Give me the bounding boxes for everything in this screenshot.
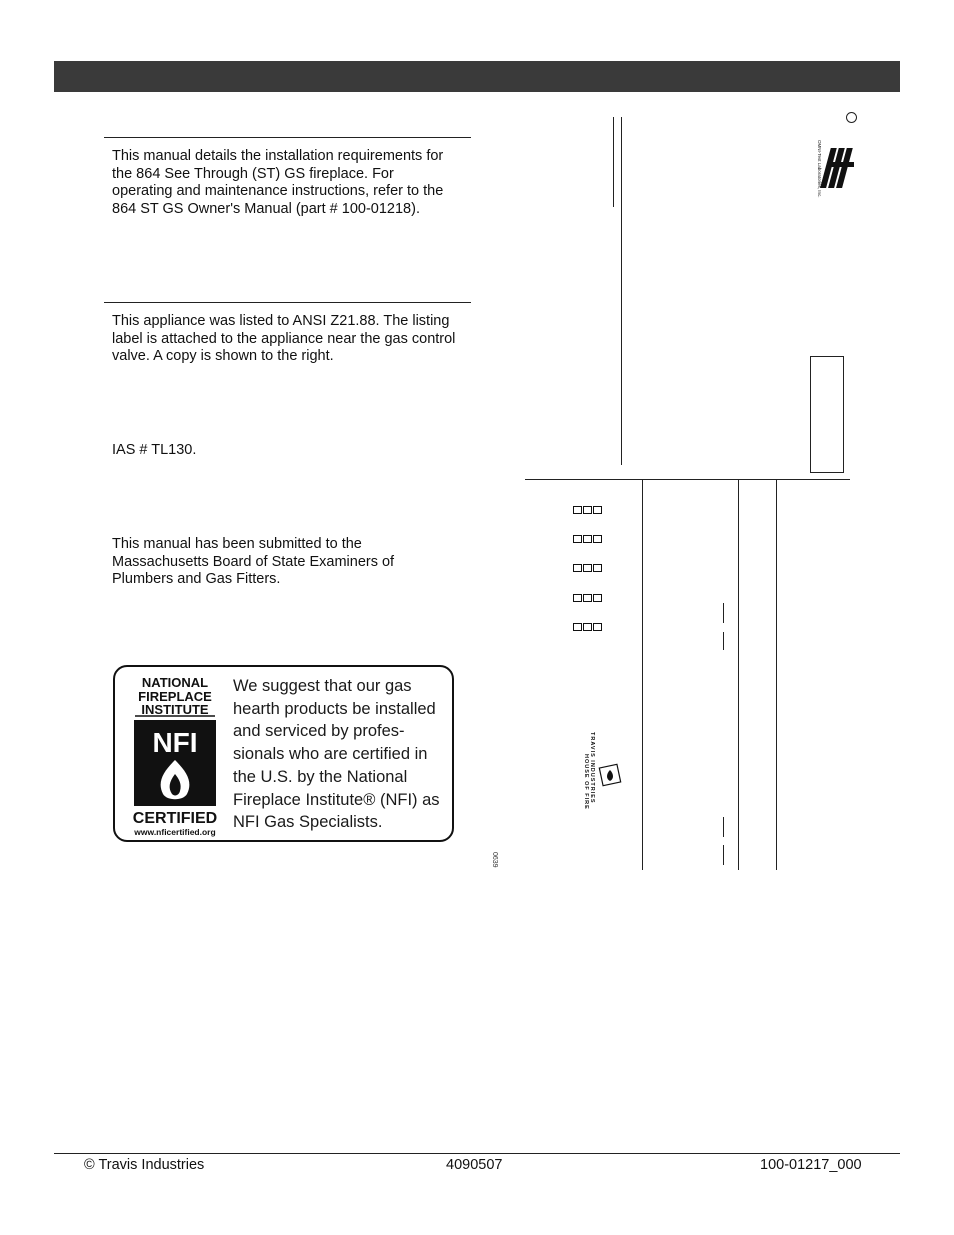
label-rule [723,603,724,623]
nfi-certified-logo [133,674,217,838]
label-code [491,850,501,872]
checkbox-icon [583,506,592,514]
checkbox-icon [583,535,592,543]
ias-paragraph [112,442,457,460]
footer-rule [54,1153,900,1154]
house-of-fire-icon [599,764,620,785]
nfi-logo-line: CERTIFIED [133,810,217,827]
checkbox-icon [573,623,582,631]
checkbox-group [573,535,602,543]
footer-copyright: © Travis Industries [84,1157,205,1173]
section-divider [104,302,471,303]
nfi-message-line: NFI Gas Specialists. [233,813,383,832]
massachusetts-paragraph [112,536,457,589]
nfi-logo-line: NATIONAL [141,675,209,690]
checkbox-icon [593,535,602,543]
checkbox-icon [593,623,602,631]
checkbox-icon [593,506,602,514]
certification-text: OMNI-Test Laboratories, Inc. [817,140,822,198]
nfi-logo-line: NFI [152,727,198,758]
nfi-message-line: sionals who are certified in [233,745,428,764]
ias-number: IAS # TL130. [112,442,197,458]
label-box [810,356,844,473]
registered-mark-circle [846,112,857,123]
certification-logo [808,136,856,198]
nfi-logo-line: FIREPLACE [138,689,212,704]
label-rule [723,632,724,650]
checkbox-group [573,623,602,631]
massachusetts-text: This manual has been submitted to the Massachusetts Board of State Examiners of Plumbers and Gas Fitters. [112,536,395,587]
nfi-logo-line: INSTITUTE [141,702,209,717]
footer-date-code: 4090507 [446,1157,503,1173]
checkbox-group [573,594,602,602]
installation-paragraph [112,148,457,218]
nfi-message-line: hearth products be installed [233,699,436,718]
nfi-message [233,675,455,834]
checkbox-icon [593,564,602,572]
label-rule [738,480,739,870]
listing-text: This appliance was listed to ANSI Z21.88. The listing label is attached to the appliance near the gas control valve. A copy is shown to the right. [112,313,456,364]
label-rule [642,480,643,870]
listing-paragraph [112,313,457,366]
checkbox-icon [573,535,582,543]
label-rule [776,480,777,870]
section-divider [104,137,471,138]
svg-text:0639: 0639 [491,852,498,868]
brand-line: HOUSE OF FIRE [583,754,589,810]
label-rule [723,817,724,837]
travis-brand-mark [583,730,633,820]
checkbox-icon [583,623,592,631]
checkbox-group [573,564,602,572]
header-bar [54,61,900,92]
checkbox-group [573,506,602,514]
checkbox-icon [593,594,602,602]
nfi-logo-line: www.nficertified.org [134,827,216,837]
nfi-message-line: We suggest that our gas [233,677,412,695]
nfi-message-line: Fireplace Institute® (NFI) as [233,790,440,809]
label-rule [525,479,850,480]
label-rule [723,845,724,865]
checkbox-icon [583,594,592,602]
installation-text: This manual details the installation requirements for the 864 See Through (ST) GS fireplace. For operating and maintenance instructions, refer to the 864 ST GS Owner's Manual (part # 100-01218). [112,148,444,217]
label-rule [613,117,614,207]
checkbox-icon [573,594,582,602]
nfi-message-line: the U.S. by the National [233,767,408,786]
footer-part-number: 100-01217_000 [760,1157,862,1173]
label-rule [621,117,622,465]
checkbox-icon [573,564,582,572]
checkbox-icon [573,506,582,514]
brand-line: TRAVIS INDUSTRIES [589,732,595,804]
nfi-message-line: and serviced by profes- [233,722,405,741]
checkbox-icon [583,564,592,572]
